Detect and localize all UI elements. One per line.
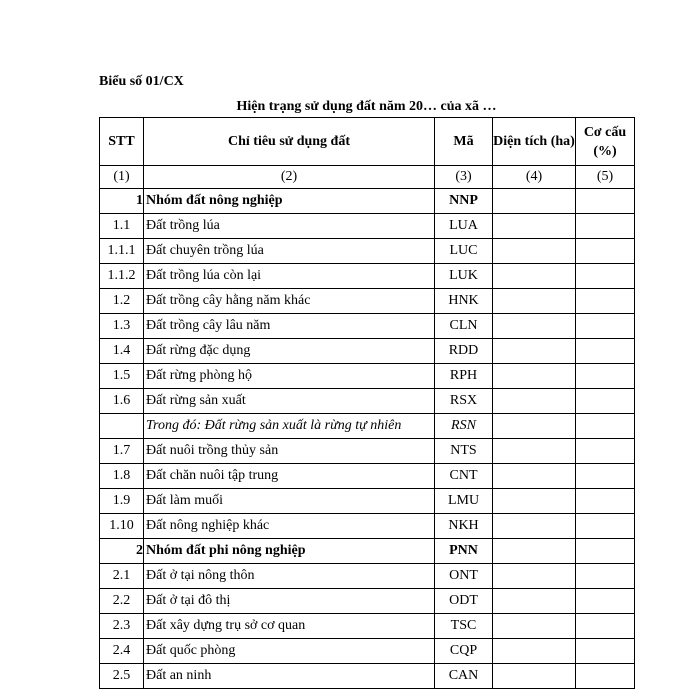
row-code: LUK: [435, 264, 493, 289]
row-code: NTS: [435, 439, 493, 464]
row-indicator-name: Nhóm đất nông nghiệp: [144, 189, 435, 214]
row-structure: [576, 439, 635, 464]
row-area: [493, 314, 576, 339]
row-structure: [576, 414, 635, 439]
row-code: CNT: [435, 464, 493, 489]
row-area: [493, 239, 576, 264]
row-structure: [576, 589, 635, 614]
table-row: [100, 564, 635, 589]
column-number: (5): [576, 166, 635, 189]
row-code: PNN: [435, 539, 493, 564]
row-area: [493, 589, 576, 614]
row-indicator-name: Đất ở tại nông thôn: [144, 564, 435, 589]
row-structure: [576, 614, 635, 639]
land-use-table: [99, 117, 635, 689]
table-row: [100, 664, 635, 689]
row-stt: 1.6: [100, 389, 144, 414]
row-structure: [576, 564, 635, 589]
row-structure: [576, 339, 635, 364]
row-structure: [576, 314, 635, 339]
row-code: NKH: [435, 514, 493, 539]
row-area: [493, 514, 576, 539]
row-structure: [576, 514, 635, 539]
row-stt: 1.1.1: [100, 239, 144, 264]
table-title: Hiện trạng sử dụng đất năm 20… của xã …: [236, 99, 497, 114]
row-indicator-name: Nhóm đất phi nông nghiệp: [144, 539, 435, 564]
row-code: HNK: [435, 289, 493, 314]
table-row: [100, 539, 635, 564]
header-area: Diện tích (ha): [493, 118, 576, 166]
header-code: Mã: [435, 118, 493, 166]
row-area: [493, 339, 576, 364]
row-area: [493, 389, 576, 414]
row-code: RSX: [435, 389, 493, 414]
table-row: [100, 614, 635, 639]
table-row: [100, 364, 635, 389]
row-stt: [100, 414, 144, 439]
row-indicator-name: Đất rừng sản xuất: [144, 389, 435, 414]
row-area: [493, 664, 576, 689]
row-structure: [576, 289, 635, 314]
table-row: [100, 589, 635, 614]
row-area: [493, 539, 576, 564]
row-indicator-name: Đất trồng cây hằng năm khác: [144, 289, 435, 314]
row-structure: [576, 264, 635, 289]
row-code: LMU: [435, 489, 493, 514]
row-indicator-name: Đất an ninh: [144, 664, 435, 689]
row-code: LUA: [435, 214, 493, 239]
row-stt: 2.5: [100, 664, 144, 689]
row-stt: 1: [100, 189, 144, 214]
row-stt: 1.1: [100, 214, 144, 239]
row-code: TSC: [435, 614, 493, 639]
header-stt: STT: [100, 118, 144, 166]
table-row: [100, 339, 635, 364]
table-row: [100, 239, 635, 264]
row-code: LUC: [435, 239, 493, 264]
row-structure: [576, 189, 635, 214]
row-indicator-name: Đất rừng phòng hộ: [144, 364, 435, 389]
table-row: [100, 489, 635, 514]
row-structure: [576, 239, 635, 264]
row-stt: 2.3: [100, 614, 144, 639]
row-stt: 1.3: [100, 314, 144, 339]
table-row: [100, 289, 635, 314]
row-area: [493, 364, 576, 389]
form-number: Biểu số 01/CX: [99, 74, 184, 89]
row-indicator-name: Trong đó: Đất rừng sản xuất là rừng tự nhiên: [144, 414, 435, 439]
row-area: [493, 464, 576, 489]
row-area: [493, 289, 576, 314]
column-number: (1): [100, 166, 144, 189]
table-row: [100, 389, 635, 414]
row-indicator-name: Đất trồng cây lâu năm: [144, 314, 435, 339]
table-row: [100, 189, 635, 214]
row-code: ODT: [435, 589, 493, 614]
header-indicator: Chỉ tiêu sử dụng đất: [144, 118, 435, 166]
column-number-row: [100, 166, 635, 189]
row-stt: 1.9: [100, 489, 144, 514]
table-row: [100, 464, 635, 489]
row-area: [493, 214, 576, 239]
row-area: [493, 564, 576, 589]
row-area: [493, 489, 576, 514]
row-stt: 1.7: [100, 439, 144, 464]
row-structure: [576, 389, 635, 414]
row-area: [493, 264, 576, 289]
column-number: (2): [144, 166, 435, 189]
row-structure: [576, 664, 635, 689]
row-indicator-name: Đất nông nghiệp khác: [144, 514, 435, 539]
row-stt: 1.1.2: [100, 264, 144, 289]
table-row: [100, 439, 635, 464]
row-stt: 1.4: [100, 339, 144, 364]
row-indicator-name: Đất chuyên trồng lúa: [144, 239, 435, 264]
row-indicator-name: Đất trồng lúa còn lại: [144, 264, 435, 289]
row-structure: [576, 464, 635, 489]
row-structure: [576, 539, 635, 564]
row-code: RSN: [435, 414, 493, 439]
row-stt: 2.4: [100, 639, 144, 664]
row-indicator-name: Đất xây dựng trụ sở cơ quan: [144, 614, 435, 639]
row-indicator-name: Đất chăn nuôi tập trung: [144, 464, 435, 489]
row-stt: 1.5: [100, 364, 144, 389]
row-structure: [576, 214, 635, 239]
table-row: [100, 639, 635, 664]
row-code: CAN: [435, 664, 493, 689]
row-indicator-name: Đất làm muối: [144, 489, 435, 514]
row-indicator-name: Đất nuôi trồng thủy sản: [144, 439, 435, 464]
row-indicator-name: Đất ở tại đô thị: [144, 589, 435, 614]
row-stt: 2: [100, 539, 144, 564]
row-code: NNP: [435, 189, 493, 214]
row-area: [493, 189, 576, 214]
table-row: [100, 414, 635, 439]
header-structure: Cơ cấu (%): [576, 118, 635, 166]
row-code: CLN: [435, 314, 493, 339]
row-area: [493, 614, 576, 639]
row-area: [493, 414, 576, 439]
column-number: (3): [435, 166, 493, 189]
row-area: [493, 439, 576, 464]
header-row: [100, 118, 635, 166]
row-stt: 1.10: [100, 514, 144, 539]
row-structure: [576, 364, 635, 389]
row-code: CQP: [435, 639, 493, 664]
row-indicator-name: Đất quốc phòng: [144, 639, 435, 664]
row-stt: 1.8: [100, 464, 144, 489]
row-stt: 1.2: [100, 289, 144, 314]
table-row: [100, 314, 635, 339]
row-code: ONT: [435, 564, 493, 589]
row-stt: 2.1: [100, 564, 144, 589]
table-row: [100, 214, 635, 239]
column-number: (4): [493, 166, 576, 189]
row-structure: [576, 639, 635, 664]
row-stt: 2.2: [100, 589, 144, 614]
row-area: [493, 639, 576, 664]
row-structure: [576, 489, 635, 514]
row-indicator-name: Đất rừng đặc dụng: [144, 339, 435, 364]
table-row: [100, 514, 635, 539]
row-code: RDD: [435, 339, 493, 364]
row-indicator-name: Đất trồng lúa: [144, 214, 435, 239]
table-row: [100, 264, 635, 289]
row-code: RPH: [435, 364, 493, 389]
